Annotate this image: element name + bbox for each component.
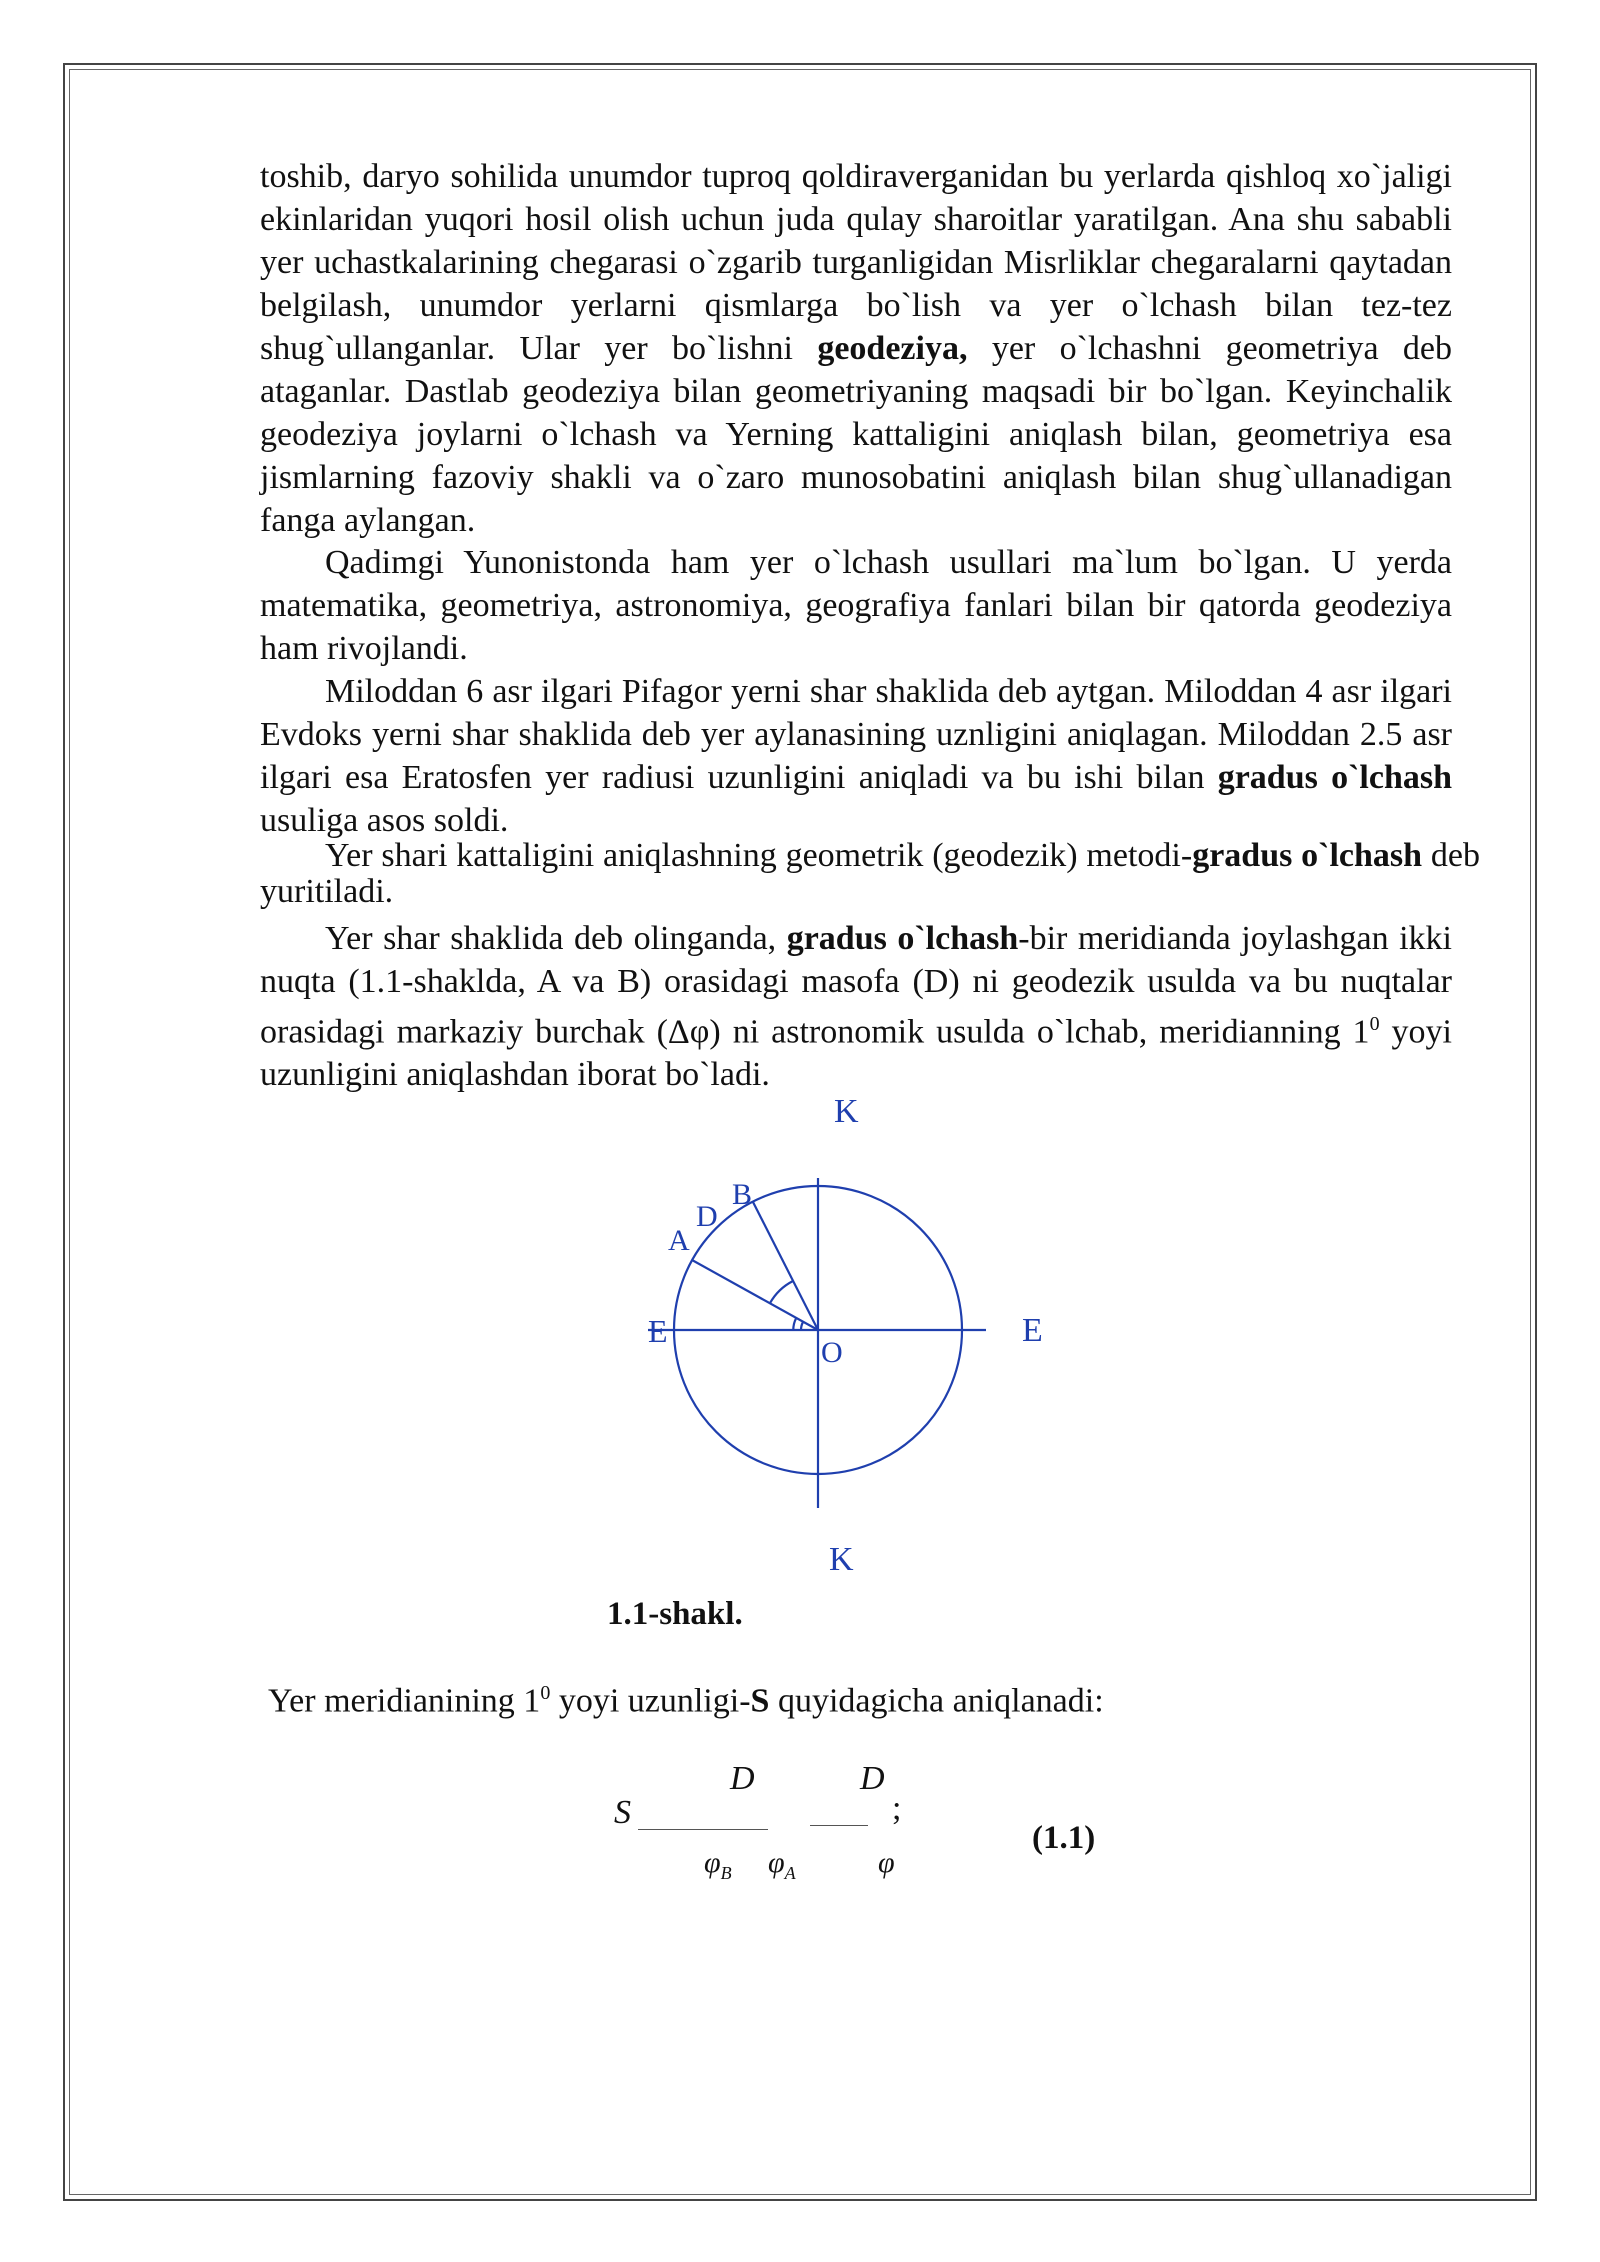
text-run: yer o`lchashni geometriya deb ataganlar. Dastlab geodeziya bilan geometriyaning maqsadi bir bo`lgan. Keyinchalik geodeziya joylarni o`lchash va Yerning kattaligini aniqlash bilan, geometriya esa jismlarning fazoviy shakli va o`zaro munosobatini aniqlash bilan shug`ullanadigan fanga aylangan. [260,330,1452,539]
meridian-diagram [620,1098,1080,1588]
formula-intro [268,1672,1104,1722]
text-run: Yer shari kattaligini aniqlashning geometrik (geodezik) metodi- [325,837,1193,874]
paragraph-4 [260,838,1480,910]
paragraph-1 [260,155,1452,542]
intro-text-2: yoyi uzunligi- [550,1682,751,1720]
label-e-left: E [648,1313,668,1349]
figure-caption: 1.1-shakl. [607,1596,743,1632]
text-run: Qadimgi Yunonistonda ham yer o`lchash usullari ma`lum bo`lgan. U yerda matematika, geometriya, astronomiya, geografiya fanlari bilan bir qatorda geodeziya ham rivojlandi. [260,544,1452,667]
paragraph-3 [260,670,1452,842]
label-k-top: K [834,1098,859,1130]
label-a: A [668,1224,690,1257]
text-run: yoyi uzunligini aniqlashdan iborat bo`ladi. [260,1013,1452,1094]
paragraph-text [260,917,1452,1096]
paragraph-text [260,541,1452,670]
bold-term: gradus o`lchash [1192,837,1423,874]
label-e-right: E [1022,1312,1043,1349]
angle-arc-inner-2 [801,1322,803,1330]
formula-phi-a: $\varphi_A$ [768,1846,796,1883]
text-run: Miloddan 6 asr ilgari Pifagor yerni shar shaklida deb aytgan. Miloddan 4 asr ilgari Evdoks yerni shar shaklida deb yer aylanasining uznligini aniqlagan. Miloddan 2.5 asr ilgari esa Eratosfen yer radiusi uzunligini aniqladi va bu ishi bilan [260,673,1452,796]
formula-numerator-d-1: D [730,1760,755,1797]
intro-superscript: 0 [540,1682,551,1704]
angle-arc-outer [770,1281,793,1303]
formula-number: (1.1) [1032,1820,1096,1856]
fraction-bar-2 [810,1825,868,1826]
label-k-bottom: K [829,1541,854,1578]
angle-arc-inner [793,1318,796,1330]
paragraph-text [260,838,1480,910]
formula-phi-b: $\varphi_B$ [704,1846,732,1883]
paragraph-5 [260,917,1452,1096]
label-b: B [732,1178,753,1211]
intro-text-3: quyidagicha aniqlanadi: [769,1682,1104,1720]
text-run: deb yuritiladi. [260,837,1480,910]
intro-text-1: Yer meridianining 1 [268,1682,541,1720]
fraction-bar-1 [638,1829,768,1830]
text-run: Yer shar shaklida deb olinganda, [325,920,787,957]
text-run: toshib, daryo sohilida unumdor tuproq qoldiraverganidan bu yerlarda qishloq xo`jaligi ekinlaridan yuqori hosil olish uchun juda qulay sharoitlar yaratilgan. Ana shu sababli yer uchastkalarining chegarasi o`zgarib turganligidan Misrliklar chegaralarni qaytadan belgilash, unumdor yerlarni qismlarga bo`lish va yer o`lchash bilan tez-tez shug`ullanganlar. Ular yer bo`lishni [260,158,1452,367]
label-d: D [696,1200,718,1233]
bold-term: gradus o`lchash [786,920,1019,957]
bold-term: gradus o`lchash [1217,759,1452,796]
intro-symbol-s: S [750,1682,770,1720]
text-run: usuliga asos soldi. [260,802,509,839]
formula-numerator-d-2: D [860,1760,885,1797]
paragraph-text [260,155,1452,542]
paragraph-2 [260,541,1452,670]
bold-term: geodeziya, [817,330,968,367]
formula-semicolon: ; [892,1790,902,1827]
formula-phi: φ [878,1846,895,1879]
text-run: -bir meridianda joylashgan ikki nuqta (1.1-shaklda, A va B) orasidagi masofa (D) ni geodezik usulda va bu nuqtalar orasidagi markaziy burchak (Δφ) ni astronomik usulda o`lchab, meridianning 1 [260,920,1452,1051]
paragraph-text [260,670,1452,842]
label-o: O [821,1336,843,1369]
superscript: 0 [1369,1013,1380,1035]
formula-s: S [614,1794,631,1831]
